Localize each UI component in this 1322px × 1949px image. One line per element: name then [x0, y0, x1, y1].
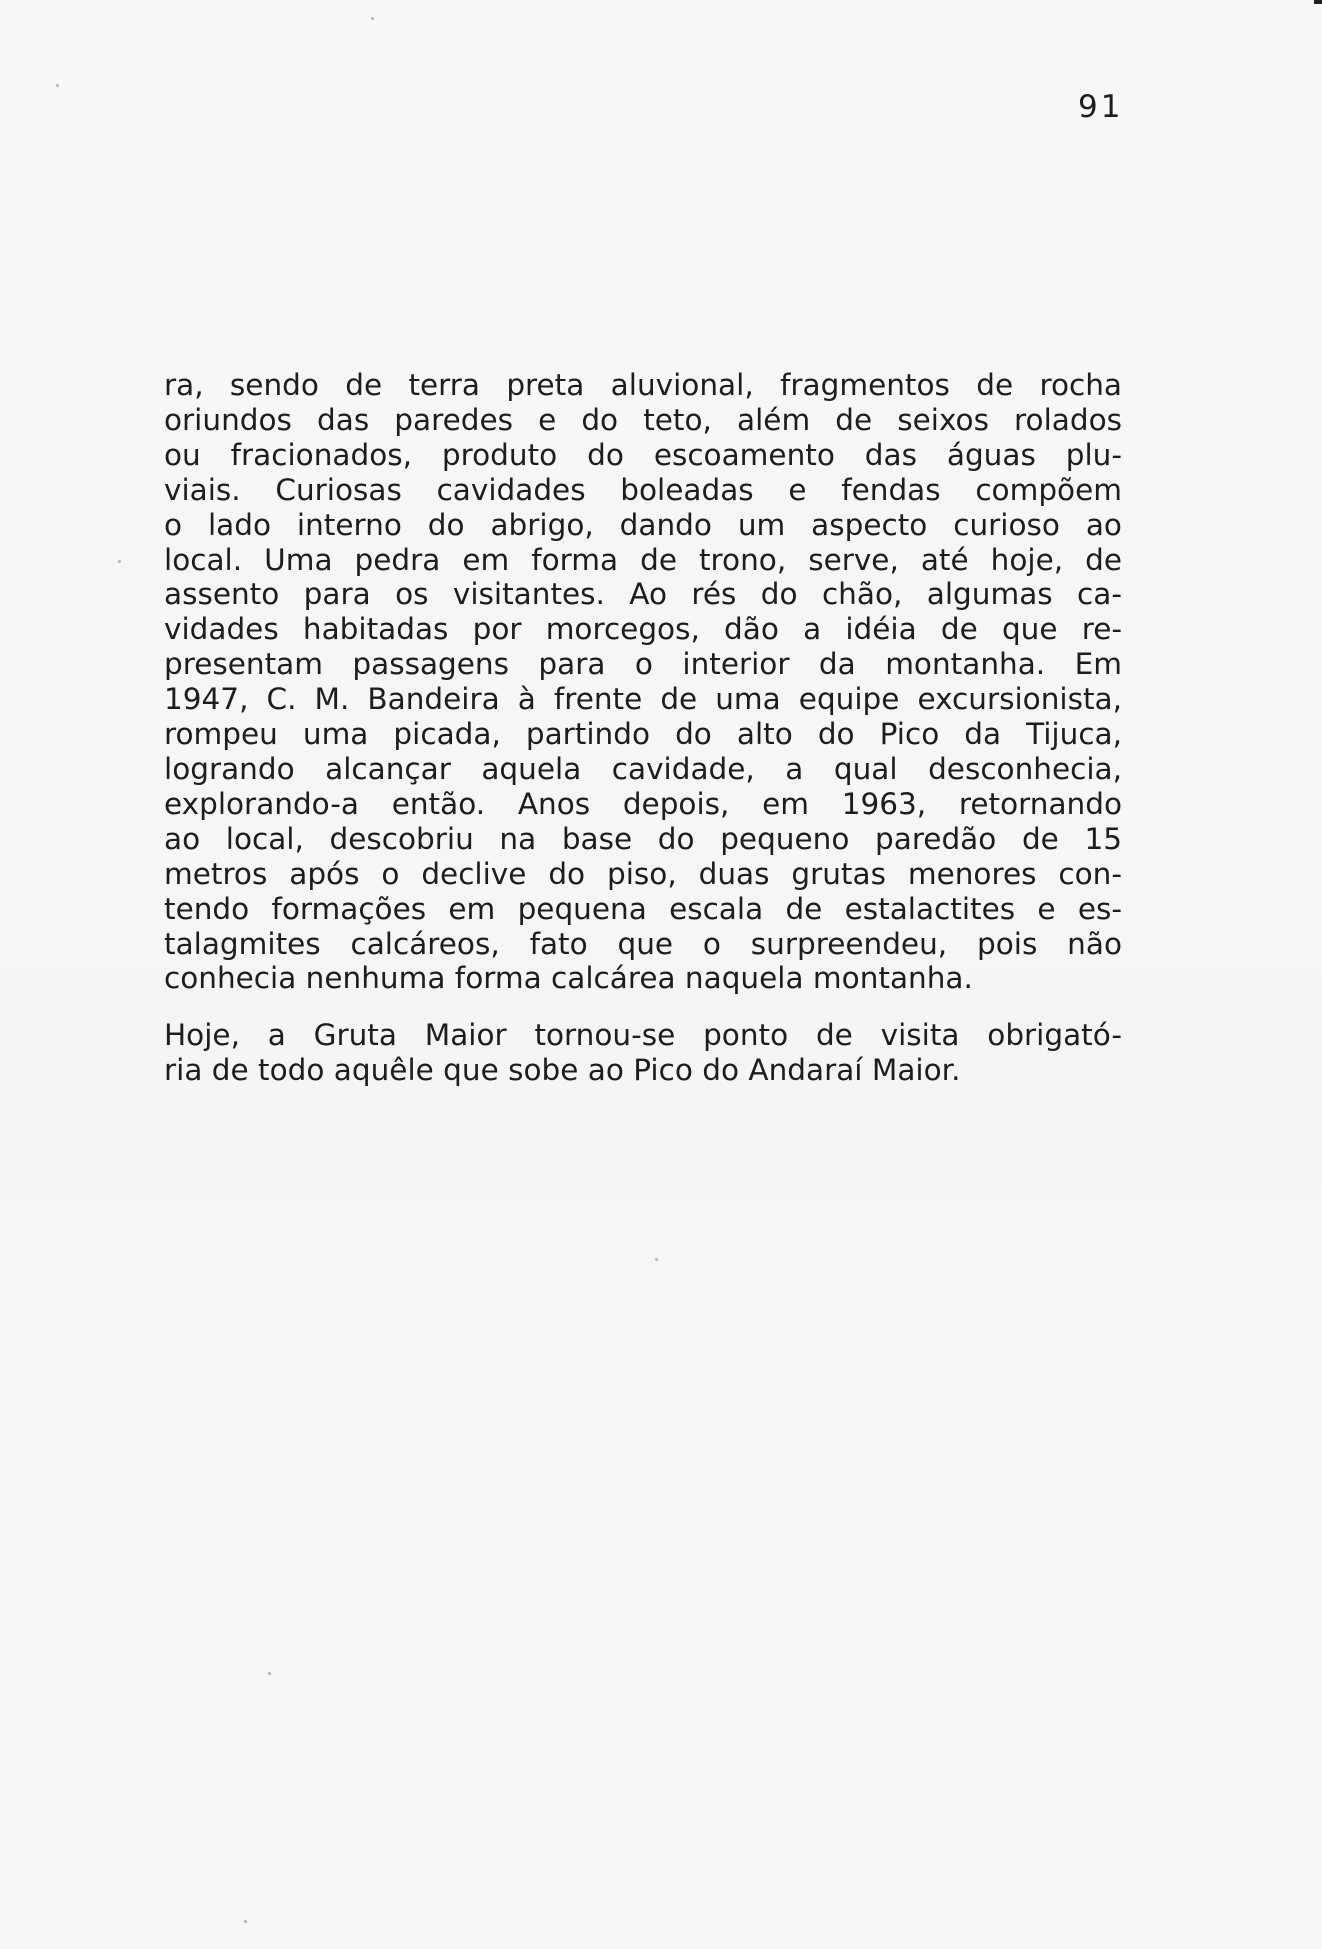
- text-line: conhecia nenhuma forma calcárea naquela montanha.: [164, 961, 973, 996]
- text-line: ou fracionados, produto do escoamento das águas plu-: [164, 437, 1122, 472]
- paragraph-2: [164, 1018, 1122, 1088]
- text-line: tendo formações em pequena escala de estalactites e es-: [164, 891, 1122, 926]
- paragraph-1: [164, 368, 1122, 996]
- text-line: ria de todo aquêle que sobe ao Pico do Andaraí Maior.: [164, 1053, 961, 1088]
- text-line: viais. Curiosas cavidades boleadas e fendas compõem: [164, 472, 1122, 507]
- text-line: ao local, descobriu na base do pequeno paredão de 15: [164, 821, 1122, 856]
- page-number: 91: [1078, 89, 1124, 125]
- page-edge-mark: [1314, 0, 1322, 4]
- text-line: 1947, C. M. Bandeira à frente de uma equipe excursionista,: [164, 682, 1122, 717]
- body-text: [164, 368, 1122, 1088]
- text-line: local. Uma pedra em forma de trono, serve, até hoje, de: [164, 542, 1122, 577]
- paper-speck: [268, 1672, 271, 1675]
- text-line: explorando-a então. Anos depois, em 1963, retornando: [164, 786, 1122, 821]
- text-line: metros após o declive do piso, duas grutas menores con-: [164, 856, 1122, 891]
- paper-speck: [56, 84, 59, 87]
- text-line: oriundos das paredes e do teto, além de seixos rolados: [164, 402, 1122, 437]
- paragraph-gap: [164, 996, 1122, 1018]
- paper-speck: [655, 1258, 658, 1261]
- paper-speck: [244, 1920, 247, 1923]
- text-line: talagmites calcáreos, fato que o surpreendeu, pois não: [164, 926, 1122, 961]
- paper-speck: [118, 560, 121, 563]
- text-line: Hoje, a Gruta Maior tornou-se ponto de visita obrigató-: [164, 1018, 1122, 1053]
- text-line: logrando alcançar aquela cavidade, a qual desconhecia,: [164, 751, 1122, 786]
- text-line: o lado interno do abrigo, dando um aspecto curioso ao: [164, 507, 1122, 542]
- text-line: vidades habitadas por morcegos, dão a idéia de que re-: [164, 612, 1122, 647]
- text-line: assento para os visitantes. Ao rés do chão, algumas ca-: [164, 577, 1122, 612]
- text-line: ra, sendo de terra preta aluvional, fragmentos de rocha: [164, 368, 1122, 402]
- text-line: rompeu uma picada, partindo do alto do Pico da Tijuca,: [164, 717, 1122, 752]
- text-line: presentam passagens para o interior da montanha. Em: [164, 647, 1122, 682]
- paper-speck: [371, 17, 374, 20]
